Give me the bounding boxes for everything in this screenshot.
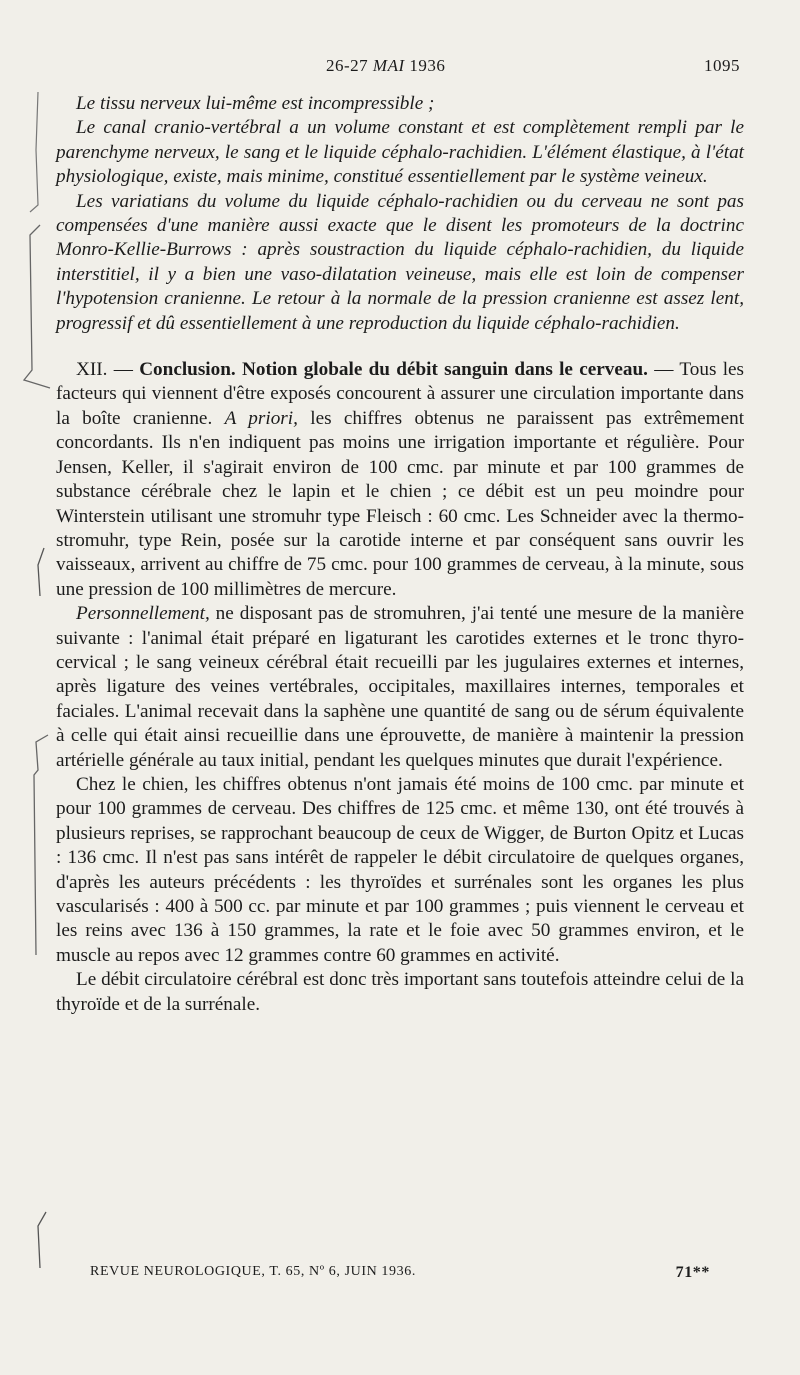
page-number: 1095	[704, 56, 740, 75]
page-footer	[90, 1264, 710, 1288]
running-header	[56, 56, 740, 82]
margin-bracket-personal	[34, 735, 48, 955]
paragraph-2: Le canal cranio-vertébral a un volume constant et est complètement rempli par le parenchyme nerveux, le sang et le liquide céphalo-rachidien. L'élément élastique, à l'état physiologique, existe, mais minime, constitué essentiellement par le système veineux.	[56, 117, 744, 188]
main-text	[56, 92, 744, 1017]
paragraph-conclusion: Le débit circulatoire cérébral est donc très important sans toutefois atteindre celui de la thyroïde et de la surrénale.	[56, 969, 744, 1015]
journal-reference: REVUE NEUROLOGIQUE, T. 65, Nº 6, JUIN 1936.	[90, 1264, 416, 1279]
paragraph-results: Chez le chien, les chiffres obtenus n'ont jamais été moins de 100 cmc. par minute et pour 100 grammes de cerveau. Des chiffres de 125 cmc. et même 130, ont été trouvés à plusieurs reprises, se rapprochant beaucoup de ceux de Wigger, de Burton Opitz et Lucas : 136 cmc. Il n'est pas sans intérêt de rappeler le débit circulatoire de quelques organes, d'après les auteurs précédents : les thyroïdes et surrénales sont les organes les plus vascularisés : 400 à 500 cc. par minute et par 100 grammes ; puis viennent le cerveau et les reins avec 136 à 150 grammes, la rate et le foie avec 50 grammes environ, et le muscle au repos avec 12 grammes contre 60 grammes en activité.	[56, 773, 744, 966]
margin-bracket-top	[30, 92, 38, 212]
margin-bracket-keller	[38, 548, 44, 596]
paragraph-3: Les variatians du volume du liquide céphalo-rachidien ou du cerveau ne sont pas compensées d'une manière aussi exacte que le disent les promoteurs de la doctrinc Monro-Kellie-Burrows : après soustraction du liquide céphalo-rachidien, du liquide interstitiel, il y a bien une vaso-dilatation veineuse, mais elle est loin de compenser l'hypotension cranienne. Le retour à la normale de la pression cranienne est assez lent, progressif et dû essentiellement à une reproduction du liquide céphalo-rachidien.	[56, 190, 744, 334]
section-number: XII. —	[76, 359, 133, 381]
paragraph-1: Le tissu nerveux lui-même est incompressible ;	[76, 93, 435, 114]
margin-bracket-middle	[24, 225, 50, 388]
header-date: 26-27 MAI 1936	[326, 56, 446, 75]
section-paragraph: XII. — Conclusion. Notion globale du débit sanguin dans le cerveau. — Tous les facteurs qui viennent d'être exposés concourent à assurer une circulation importante dans la boîte cranienne. A priori, les chiffres obtenus ne paraissent pas extrêmement concordants. Ils n'en indiquent pas moins une irrigation importante et régulière. Pour Jensen, Keller, il s'agirait environ de 100 cmc. par minute et par 100 grammes de substance cérébrale chez le lapin et le chien ; ce débit est un peu moindre pour Winterstein utilisant une stromuhr type Fleisch : 60 cmc. Les Schneider avec la thermo-stromuhr, type Rein, posée sur la carotide interne et par conséquent sans ouvrir les vaisseaux, arrivent au chiffre de 75 cmc. pour 100 grammes de cerveau, à la minute, sous une pression de 100 millimètres de mercure.	[56, 359, 745, 600]
signature-mark: 71**	[675, 1264, 710, 1281]
section-heading: Conclusion. Notion globale du débit sanguin dans le cerveau.	[139, 359, 648, 381]
paragraph-personal: Personnellement, ne disposant pas de stromuhren, j'ai tenté une mesure de la manière suivante : l'animal était préparé en ligaturant les carotides externes et le tronc thyro-cervical ; le sang veineux cérébral était recueilli par les jugulaires externes et internes, après ligature des veines vertébrales, occipitales, maxillaires internes, temporales et faciales. L'animal recevait dans la saphène une quantité de sang ou de sérum équivalente à celle qui était ainsi recueillie dans une éprouvette, de manière à maintenir la pression artérielle générale au taux initial, pendant les quelques minutes que durait l'expérience.	[56, 603, 744, 771]
margin-bracket-conclusion	[38, 1212, 46, 1268]
